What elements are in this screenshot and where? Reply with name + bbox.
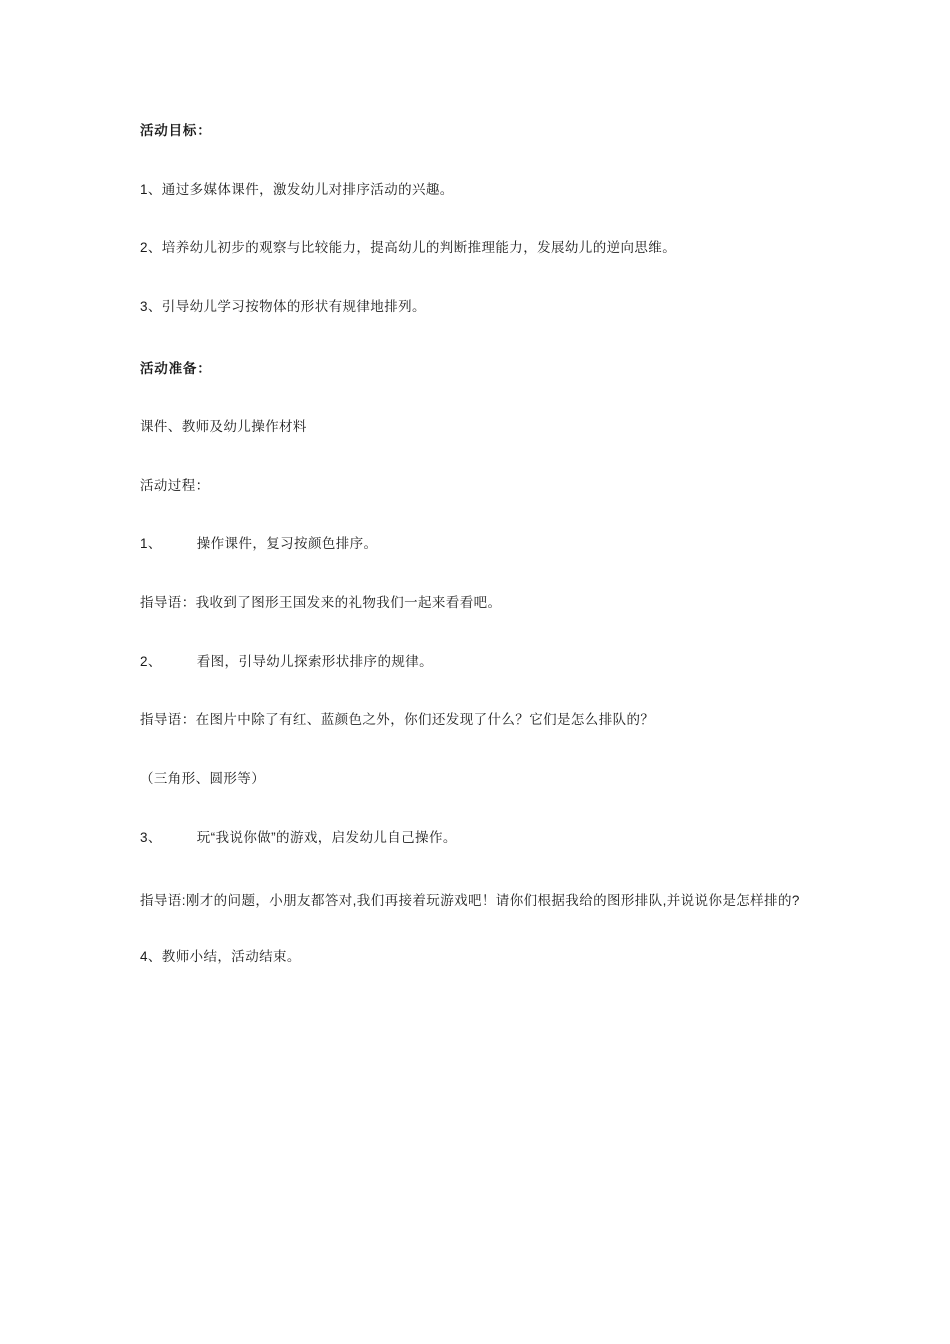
section-heading-preparation: 活动准备： (140, 360, 212, 376)
process-step-4: 4、教师小结，活动结束。 (140, 949, 301, 965)
objective-item-2: 2、培养幼儿初步的观察与比较能力，提高幼儿的判断推理能力，发展幼儿的逆向思维。 (140, 240, 677, 256)
document-body (140, 118, 820, 1003)
process-step-2: 2、 看图，引导幼儿探索形状排序的规律。 (140, 653, 434, 669)
preparation-materials: 课件、教师及幼儿操作材料 (140, 419, 307, 435)
guidance-line-2: 指导语：在图片中除了有红、蓝颜色之外，你们还发现了什么？它们是怎么排队的？ (140, 712, 655, 728)
objective-item-3: 3、引导幼儿学习按物体的形状有规律地排列。 (140, 298, 426, 314)
objective-item-1: 1、通过多媒体课件，激发幼儿对排序活动的兴趣。 (140, 181, 454, 197)
guidance-line-3: 指导语:刚才的问题，小朋友都答对,我们再接着玩游戏吧！请你们根据我给的图形排队,并说说你是怎样排的? (140, 893, 800, 909)
guidance-line-1: 指导语：我收到了图形王国发来的礼物我们一起来看看吧。 (140, 595, 502, 611)
shape-examples-note: （三角形、圆形等） (140, 771, 266, 787)
process-step-3: 3、 玩“我说你做”的游戏，启发幼儿自己操作。 (140, 829, 457, 845)
process-step-1: 1、 操作课件，复习按颜色排序。 (140, 536, 378, 552)
section-heading-process: 活动过程： (140, 477, 210, 493)
section-heading-objectives: 活动目标： (140, 123, 212, 138)
